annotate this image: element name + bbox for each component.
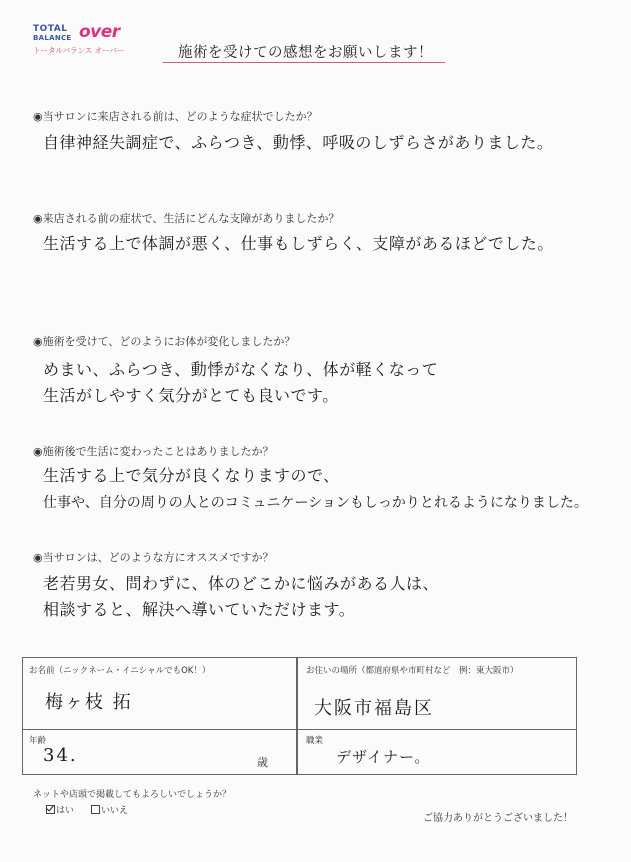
no-label: いいえ	[101, 806, 129, 816]
name-label: お名前（ニックネーム・イニシャルでもOK！）	[29, 666, 211, 676]
answer-recommend-line1: 老若男女、問わずに、体のどこかに悩みがある人は、	[43, 574, 440, 593]
logo-subtitle: トータルバランス オーバー	[33, 46, 125, 55]
consent-no-option[interactable]	[91, 803, 128, 816]
logo-total-text: TOTAL	[33, 24, 68, 34]
no-checkbox[interactable]	[91, 805, 100, 814]
question-impact: ◉来店される前の症状で、生活にどんな支障がありましたか？	[33, 212, 340, 225]
answer-changes-line1: めまい、ふらつき、動悸がなくなり、体が軽くなって	[43, 360, 439, 379]
question-symptoms: ◉当サロンに来店される前は、どのような症状でしたか？	[33, 110, 318, 123]
answer-recommend-line2: 相談すると、解決へ導いていただけます。	[43, 600, 356, 619]
title-underline	[163, 62, 445, 63]
occupation-label: 職業	[306, 736, 324, 746]
age-unit: 歳	[257, 756, 268, 769]
answer-impact: 生活する上で体調が悪く、仕事もしずらく、支障があるほどでした。	[43, 234, 554, 253]
question-changes: ◉施術を受けて、どのようにお体が変化しましたか？	[33, 335, 296, 348]
consent-question: ネットや店頭で掲載してもよろしいでしょうか？	[33, 790, 232, 800]
address-box[interactable]	[297, 657, 577, 730]
age-value: 34.	[43, 745, 78, 766]
question-life-after: ◉施術後で生活に変わったことはありましたか？	[33, 445, 274, 458]
name-box[interactable]	[22, 657, 297, 730]
question-recommend: ◉当サロンは、どのような方にオススメですか？	[33, 551, 274, 564]
answer-changes-line2: 生活がしやすく気分がとても良いです。	[43, 386, 339, 405]
age-label: 年齢	[29, 736, 47, 746]
logo-over-text: over	[79, 22, 120, 42]
name-value: 梅ヶ枝 拓	[45, 692, 133, 713]
page-title: 施術を受けての感想をお願いします！	[178, 45, 433, 61]
yes-checkbox[interactable]	[46, 805, 55, 814]
yes-label: はい	[56, 806, 75, 816]
occupation-box[interactable]	[297, 729, 577, 775]
answer-life-after-line1: 生活する上で気分が良くなりますので、	[43, 466, 340, 485]
address-label: お住いの場所（都道府県や市町村など 例：東大阪市）	[306, 666, 519, 676]
address-value: 大阪市福島区	[314, 698, 434, 719]
consent-yes-option[interactable]	[46, 803, 74, 816]
logo-balance-text: BALANCE	[33, 34, 72, 42]
age-box[interactable]	[22, 729, 297, 775]
answer-symptoms: 自律神経失調症で、ふらつき、動悸、呼吸のしずらさがありました。	[43, 133, 554, 152]
occupation-value: デザイナー。	[336, 748, 431, 766]
brand-logo	[33, 22, 143, 58]
thanks-message: ご協力ありがとうございました！	[423, 813, 573, 824]
answer-life-after-line2: 仕事や、自分の周りの人とのコミュニケーションもしっかりとれるようになりました。	[43, 495, 588, 511]
